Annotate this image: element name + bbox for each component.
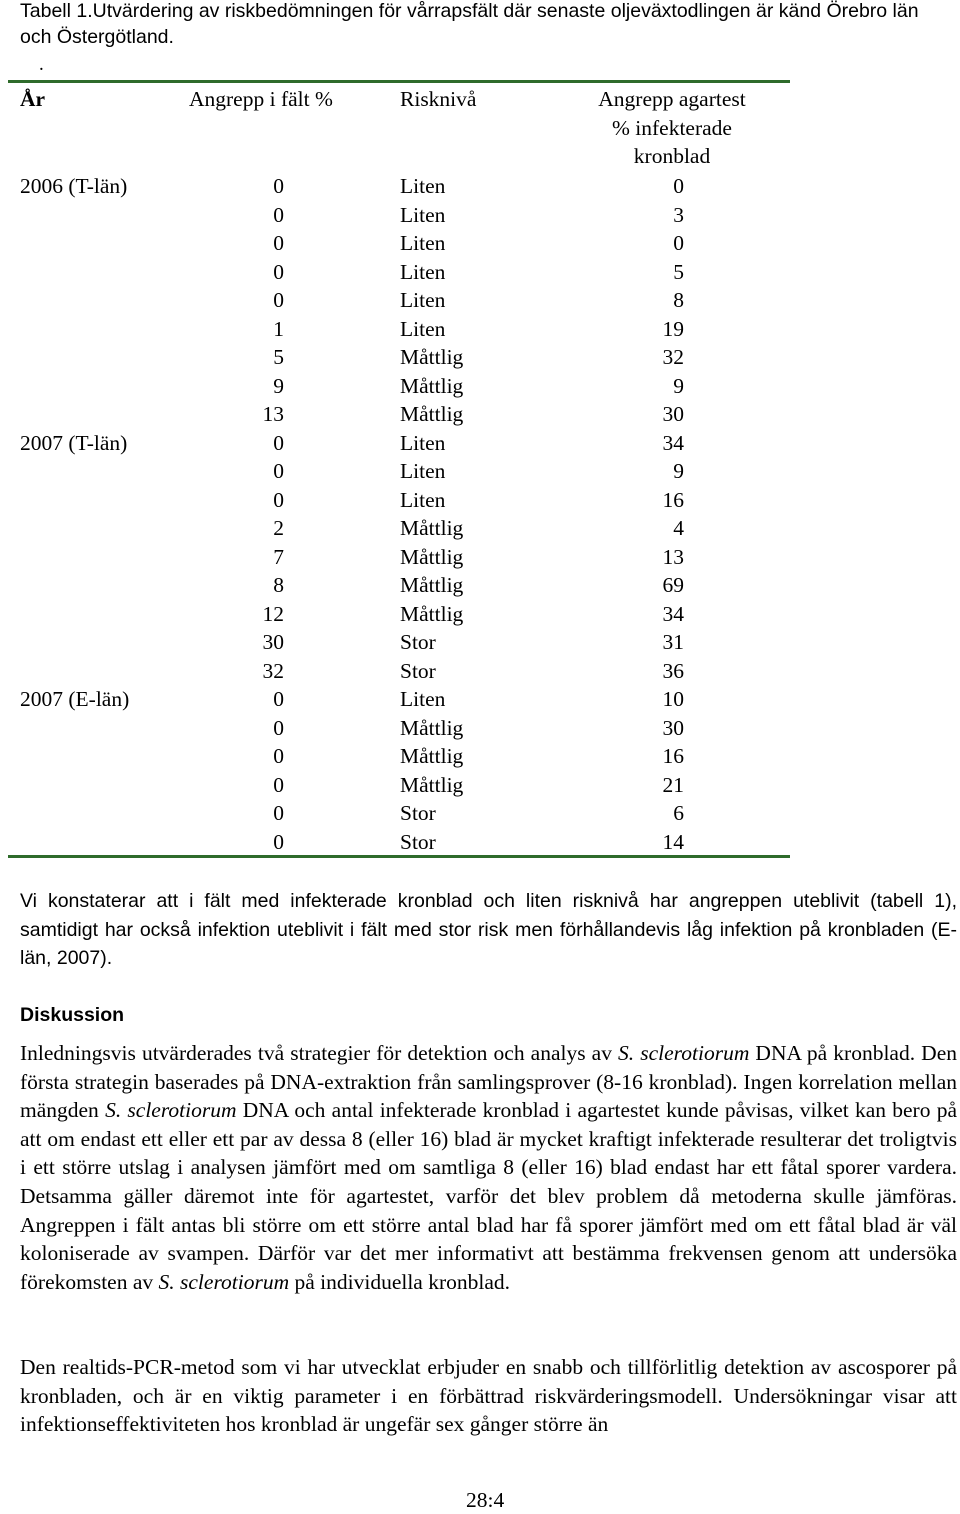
cell-agar: 30 (662, 402, 684, 426)
cell-agar: 34 (662, 601, 684, 626)
paragraph-results: Vi konstaterar att i fält med infekterade kronblad och liten risknivå har angreppen uteblivit (tabell 1), samtidigt har också infektion uteblivit i fält med stor risk men förhållandevis låg infektion på kronbladen (E-län, 2007). (20, 890, 957, 970)
table-row (0, 400, 800, 429)
table-row (0, 628, 800, 657)
table-row (0, 657, 800, 686)
table-row (0, 600, 800, 629)
table-header (0, 85, 800, 175)
table-row (0, 343, 800, 372)
cell-attack: 0 (273, 801, 284, 825)
cell-risk: Liten (400, 687, 446, 711)
cell-risk: Liten (400, 459, 446, 483)
cell-risk: Liten (400, 487, 446, 512)
table-row (0, 457, 800, 486)
table-row (0, 799, 800, 828)
cell-risk: Liten (400, 316, 446, 341)
section-heading: Diskussion (20, 1004, 125, 1026)
cell-agar: 34 (662, 430, 684, 455)
cell-year: 2007 (E-län) (20, 687, 130, 711)
cell-agar: 0 (673, 174, 684, 198)
species-name: S. sclerotiorum (618, 1041, 750, 1065)
cell-attack: 0 (273, 687, 284, 711)
cell-attack: 0 (273, 202, 284, 227)
cell-attack: 8 (273, 573, 284, 597)
cell-year: 2007 (T-län) (20, 430, 128, 455)
cell-risk: Liten (400, 288, 446, 312)
cell-risk: Stor (400, 801, 436, 825)
cell-risk: Stor (400, 829, 436, 854)
header-agar-line3: kronblad (633, 144, 711, 168)
cell-attack: 0 (273, 744, 284, 768)
cell-risk: Måttlig (400, 601, 464, 626)
cell-risk: Måttlig (400, 772, 464, 797)
cell-attack: 0 (273, 829, 284, 854)
cell-agar: 16 (662, 744, 684, 768)
table-row (0, 315, 800, 344)
cell-risk: Stor (400, 658, 436, 683)
cell-agar: 69 (662, 573, 684, 597)
cell-risk: Måttlig (400, 373, 464, 398)
cell-agar: 0 (673, 231, 684, 255)
table-row (0, 543, 800, 572)
table-row (0, 714, 800, 743)
cell-agar: 8 (673, 288, 684, 312)
cell-risk: Måttlig (400, 715, 464, 740)
cell-agar: 14 (662, 829, 684, 854)
cell-agar: 16 (662, 487, 684, 512)
cell-risk: Måttlig (400, 744, 464, 768)
cell-attack: 0 (273, 715, 284, 740)
table-row (0, 172, 800, 201)
cell-risk: Liten (400, 174, 446, 198)
cell-risk: Måttlig (400, 573, 464, 597)
cell-agar: 9 (673, 459, 684, 483)
cell-year: 2006 (T-län) (20, 174, 128, 198)
text-run: DNA och antal infekterade kronblad i agartestet kunde påvisas, vilket kan bero på att om endast ett eller ett par av dessa 8 (eller 16) blad är mycket kraftigt infekterade resulterar det troligtvis i ett större utslag i analysen jämfört med om samtliga 8 (eller 16) blad endast har ett fåtal sporer vardera. Detsamma gäller däremot inte för agartestet, varför det blev problem då metoderna skulle jämföras. Angreppen i fält antas bli större om ett större antal blad har få sporer jämfört med om ett fåtal blad är väl koloniserade av svampen. Därför var det mer informativt att bestämma frekvensen genom att undersöka förekomsten av (20, 1098, 958, 1294)
cell-risk: Liten (400, 202, 446, 227)
header-agar (540, 85, 804, 171)
header-year: År (20, 87, 46, 111)
table-bottom-rule (8, 855, 790, 858)
cell-risk: Stor (400, 630, 436, 654)
cell-risk: Liten (400, 231, 446, 255)
table-row (0, 828, 800, 857)
cell-attack: 1 (273, 316, 284, 341)
table-row (0, 486, 800, 515)
page-number: 28:4 (466, 1488, 505, 1512)
cell-attack: 30 (262, 630, 284, 654)
cell-risk: Liten (400, 430, 446, 455)
text-run: på individuella kronblad. (289, 1269, 511, 1294)
cell-risk: Måttlig (400, 516, 464, 540)
paragraph-discussion (20, 1039, 957, 1296)
species-name: S. sclerotiorum (158, 1269, 290, 1294)
table-row (0, 201, 800, 230)
table-row (0, 229, 800, 258)
table-row (0, 372, 800, 401)
cell-attack: 13 (262, 402, 284, 426)
table-row (0, 514, 800, 543)
cell-risk: Måttlig (400, 544, 464, 569)
text-run: Inledningsvis utvärderades två strategier för detektion och analys av (20, 1041, 619, 1065)
text-run: DNA på kronblad. Den första strategin baserades på DNA-extraktion från samlingsprover (8-16 kronblad). Ingen korrelation mellan mängden (20, 1041, 957, 1123)
cell-attack: 0 (273, 487, 284, 512)
table-row (0, 429, 800, 458)
cell-agar: 19 (662, 316, 684, 341)
cell-agar: 21 (662, 772, 684, 797)
header-agar-line2: % infekterade (612, 115, 732, 140)
table-row (0, 742, 800, 771)
cell-attack: 9 (273, 373, 284, 398)
table-row (0, 571, 800, 600)
cell-attack: 7 (273, 544, 284, 569)
header-risk: Risknivå (400, 87, 477, 111)
table-body (0, 172, 800, 856)
cell-risk: Liten (400, 259, 446, 284)
cell-agar: 13 (662, 544, 684, 569)
cell-agar: 31 (662, 630, 684, 654)
cell-agar: 10 (662, 687, 684, 711)
cell-attack: 0 (273, 259, 284, 284)
cell-agar: 4 (673, 516, 684, 540)
cell-agar: 32 (662, 345, 684, 369)
cell-attack: 0 (273, 772, 284, 797)
cell-agar: 9 (673, 373, 684, 398)
cell-agar: 5 (673, 259, 684, 284)
paragraph-pcr: Den realtids-PCR-metod som vi har utvecklat erbjuder en snabb och tillförlitlig detektion av ascosporer på kronbladen, och är en viktig parameter i en förbättrad riskvärderingsmodell. Undersökningar visar att infektionseffektiviteten hos kronblad är ungefär sex gånger större än (20, 1355, 957, 1437)
header-attack: Angrepp i fält % (189, 87, 333, 111)
cell-risk: Måttlig (400, 402, 464, 426)
cell-agar: 3 (673, 202, 684, 227)
table-row (0, 286, 800, 315)
cell-agar: 36 (662, 658, 684, 683)
cell-attack: 32 (262, 658, 284, 683)
table-row (0, 685, 800, 714)
cell-agar: 6 (673, 801, 684, 825)
table-row (0, 771, 800, 800)
cell-attack: 0 (273, 430, 284, 455)
table-row (0, 258, 800, 287)
header-agar-line1: Angrepp agartest (598, 87, 746, 111)
cell-attack: 5 (273, 345, 284, 369)
cell-attack: 0 (273, 288, 284, 312)
cell-attack: 2 (273, 516, 284, 540)
cell-agar: 30 (662, 715, 684, 740)
caption-dot: . (39, 54, 44, 75)
table-caption: Tabell 1.Utvärdering av riskbedömningen för vårrapsfält där senaste oljeväxtodlingen är känd Örebro län och Östergötland. (20, 0, 919, 48)
species-name: S. sclerotiorum (105, 1098, 237, 1123)
cell-attack: 12 (262, 601, 284, 626)
cell-attack: 0 (273, 231, 284, 255)
cell-attack: 0 (273, 174, 284, 198)
cell-risk: Måttlig (400, 345, 464, 369)
table-top-rule (8, 80, 790, 83)
cell-attack: 0 (273, 459, 284, 483)
